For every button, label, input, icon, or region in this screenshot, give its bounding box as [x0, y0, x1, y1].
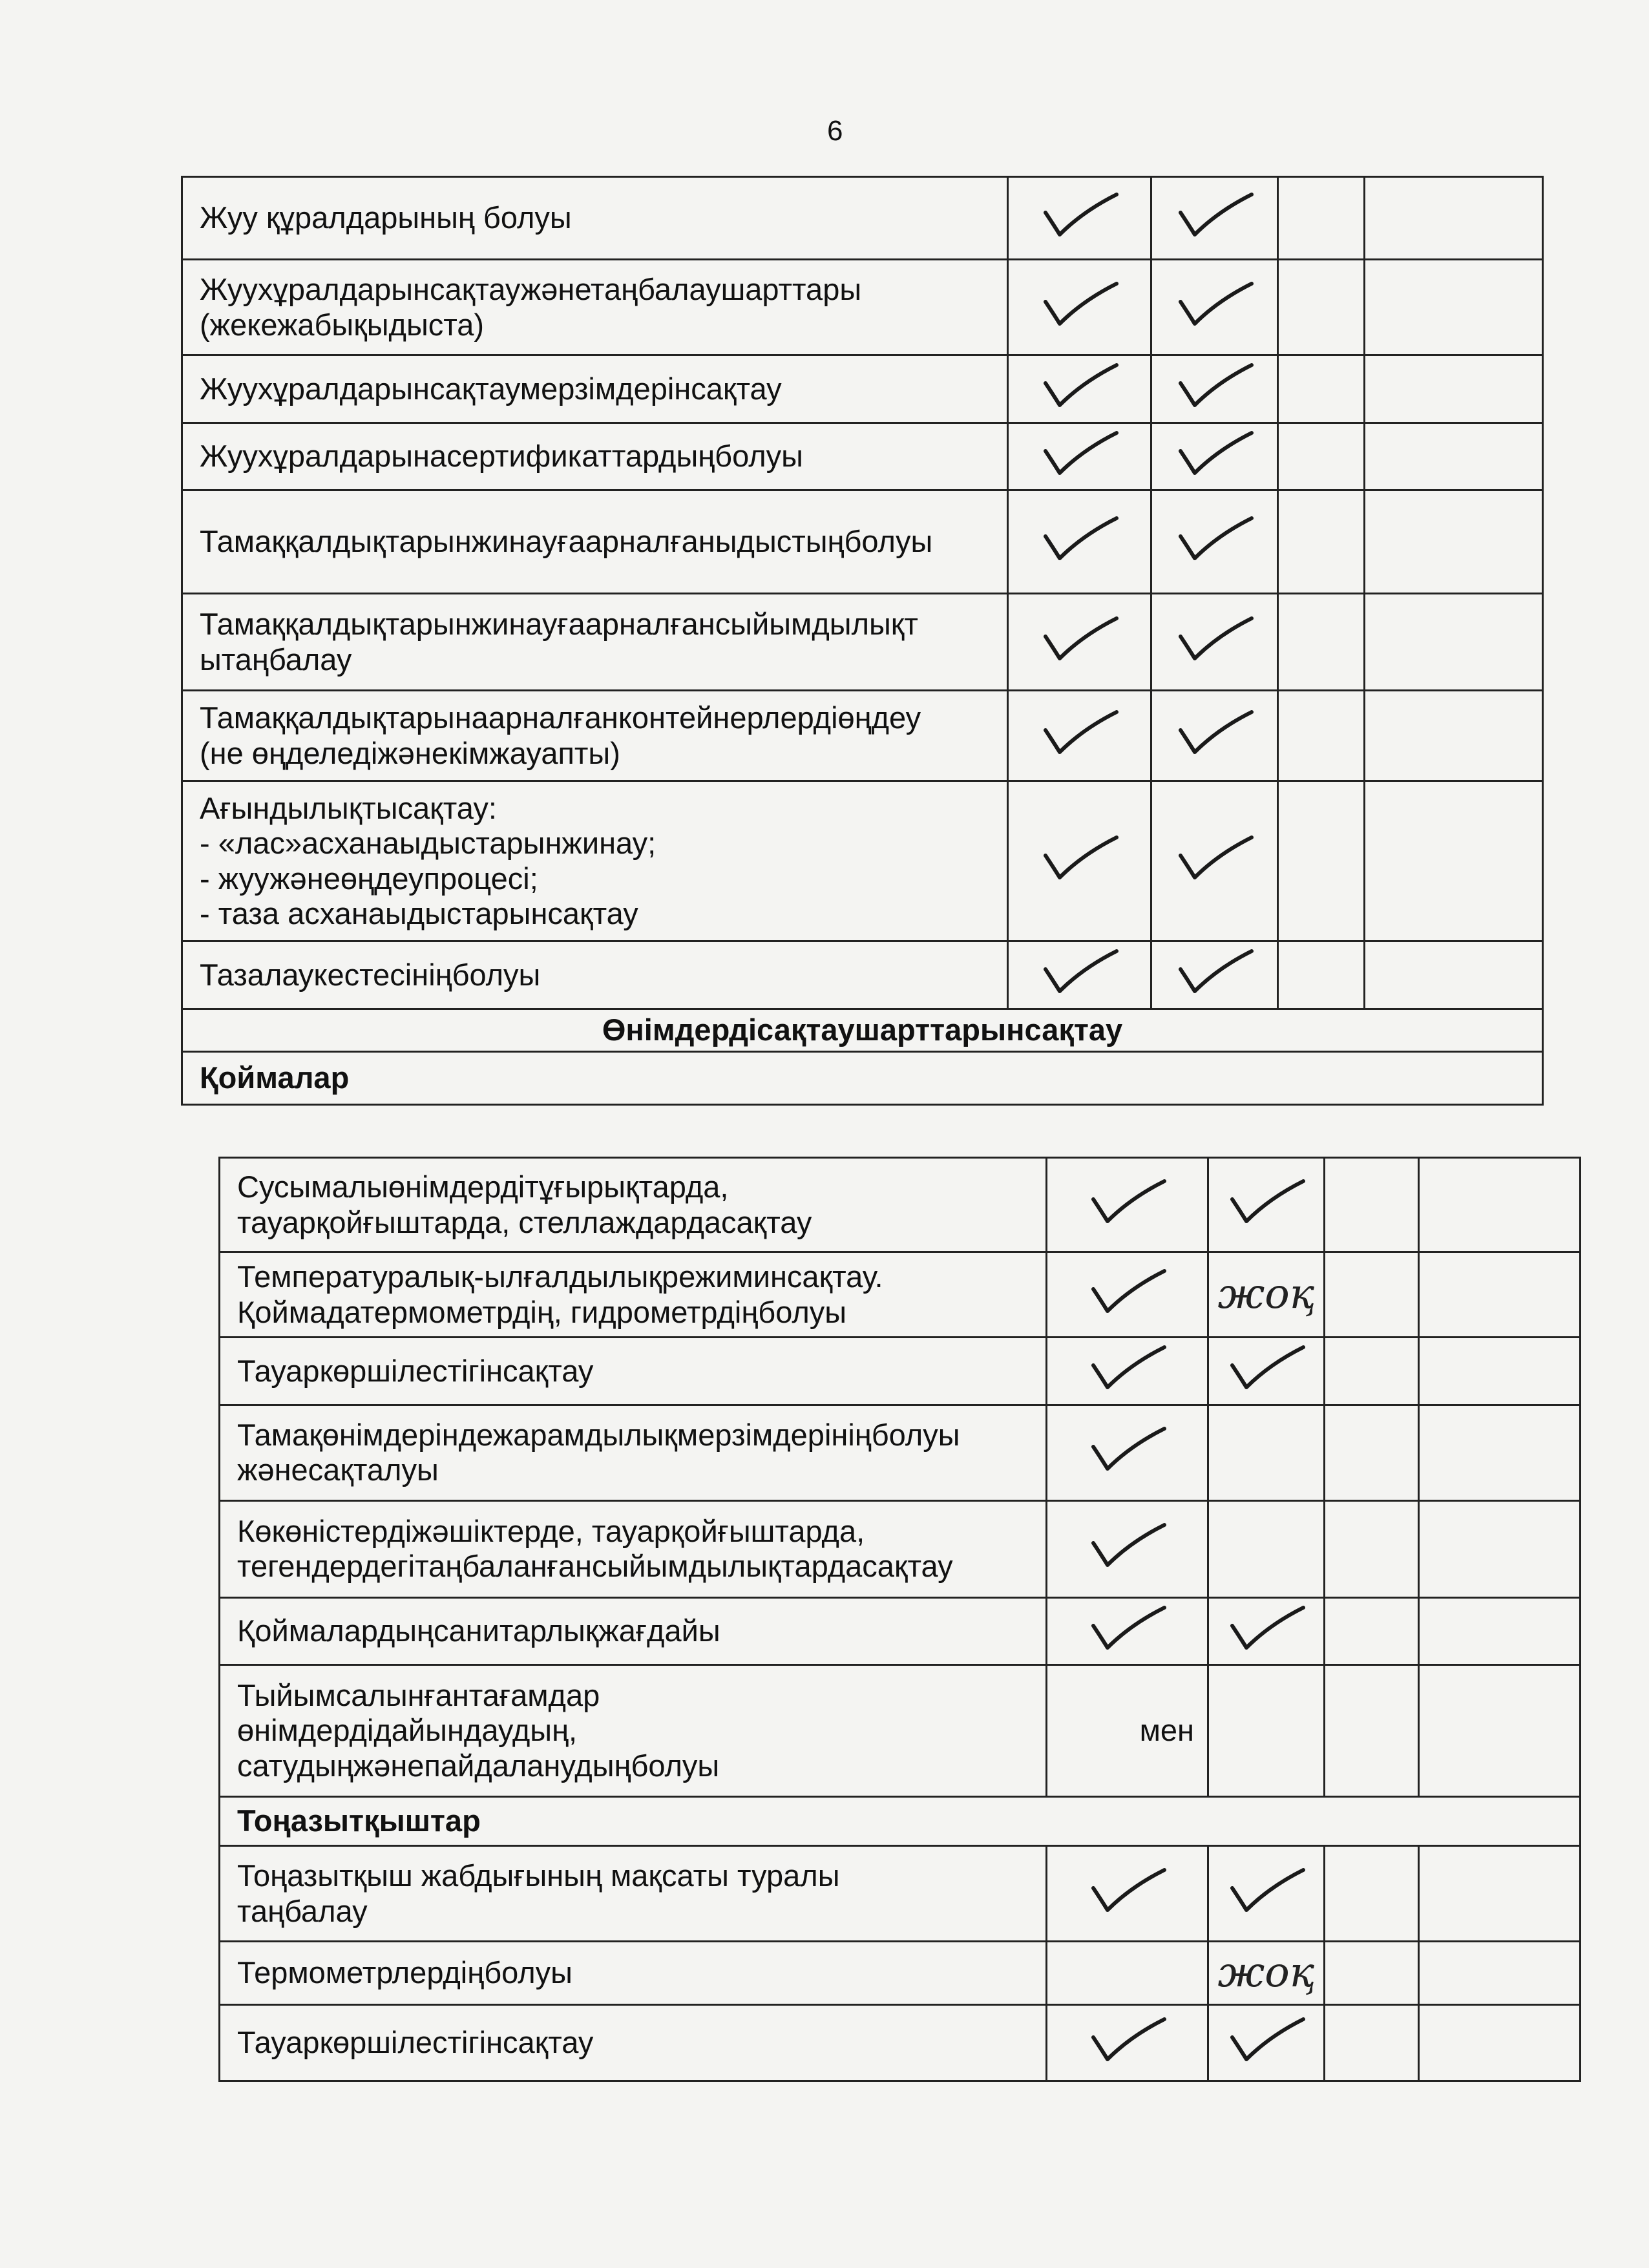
- empty-cell: [1278, 423, 1365, 490]
- checkmark-icon: [1079, 1420, 1176, 1478]
- criterion-line: Көкөністердіжәшіктерде, тауарқойғыштарда,: [237, 1513, 865, 1548]
- table-row: [220, 1846, 1581, 1942]
- criterion-label: [182, 594, 1008, 691]
- checkmark-icon: [1166, 275, 1263, 333]
- table-row: [220, 1252, 1581, 1338]
- check-cell: [1008, 260, 1151, 355]
- criterion-line: Тыйымсалынғантағамдар: [237, 1677, 600, 1712]
- checkmark-icon: [1031, 828, 1128, 887]
- check-cell: [1008, 355, 1151, 423]
- criterion-label: [182, 355, 1008, 423]
- subsection-title: Қоймалар: [182, 1051, 1543, 1104]
- check-cell: [1208, 1158, 1325, 1252]
- check-cell: [1008, 941, 1151, 1009]
- empty-cell: [1325, 2005, 1419, 2081]
- check-cell: [1208, 1597, 1325, 1665]
- criterion-label: [220, 1665, 1047, 1797]
- table-row: [182, 355, 1543, 423]
- table-row: [220, 1338, 1581, 1405]
- checkmark-icon: [1079, 1338, 1176, 1396]
- check-cell: [1008, 490, 1151, 594]
- table-row: [220, 2005, 1581, 2081]
- criterion-label: [220, 1597, 1047, 1665]
- table-row: [220, 1405, 1581, 1500]
- empty-cell: [1419, 1405, 1581, 1500]
- empty-cell: [1365, 490, 1543, 594]
- criterion-label: [220, 1942, 1047, 2005]
- criterion-label: [182, 941, 1008, 1009]
- check-cell: [1047, 1158, 1208, 1252]
- empty-cell: [1419, 1252, 1581, 1338]
- empty-cell: [1365, 594, 1543, 691]
- checkmark-icon: [1218, 1338, 1315, 1396]
- criterion-label: [220, 1252, 1047, 1338]
- check-cell: [1151, 594, 1278, 691]
- handwritten-note: жоқ: [1217, 1949, 1315, 1997]
- criterion-line: Сусымалыөнімдердітұғырықтарда,: [237, 1169, 729, 1204]
- checkmark-icon: [1031, 185, 1128, 244]
- checkmark-icon: [1031, 609, 1128, 667]
- page-number: 6: [827, 115, 843, 147]
- criterion-line: тегендердегітаңбаланғансыйымдылықтардасақтау: [237, 1549, 953, 1584]
- criterion-line: - таза асханаыдыстарынсақтау: [200, 896, 638, 931]
- table-row: [182, 941, 1543, 1009]
- empty-cell: [1365, 941, 1543, 1009]
- table-row: [182, 260, 1543, 355]
- empty-cell: [1365, 781, 1543, 941]
- empty-cell: [1208, 1665, 1325, 1797]
- check-cell: [1151, 490, 1278, 594]
- criterion-line: Тауаркөршілестігінсақтау: [237, 2025, 594, 2060]
- checkmark-icon: [1166, 828, 1263, 887]
- checkmark-icon: [1166, 942, 1263, 1000]
- checkmark-icon: [1218, 2010, 1315, 2068]
- check-cell: [1151, 691, 1278, 781]
- empty-cell: [1278, 691, 1365, 781]
- empty-cell: [1278, 941, 1365, 1009]
- section-title-row: [182, 1009, 1543, 1051]
- criterion-line: Жуухұралдарынсақтаумерзімдерінсақтау: [200, 371, 782, 406]
- criterion-label: [220, 1500, 1047, 1597]
- handwritten-cell: [1208, 1942, 1325, 2005]
- empty-cell: [1278, 260, 1365, 355]
- checkmark-icon: [1031, 942, 1128, 1000]
- subsection-title: Тоңазытқыштар: [220, 1797, 1581, 1846]
- check-cell: [1047, 1338, 1208, 1405]
- criterion-line: Қоймалардыңсанитарлықжағдайы: [237, 1613, 720, 1648]
- criterion-line: (не өңделедіжәнекімжауапты): [200, 735, 620, 770]
- table-row: [220, 1665, 1581, 1797]
- checkmark-icon: [1079, 1516, 1176, 1574]
- criterion-line: Тауаркөршілестігінсақтау: [237, 1353, 594, 1388]
- criterion-line: - жуужәнеөңдеупроцесі;: [200, 861, 538, 896]
- checkmark-icon: [1079, 1599, 1176, 1657]
- empty-cell: [1325, 1338, 1419, 1405]
- checkmark-icon: [1079, 1172, 1176, 1230]
- check-cell: [1047, 1597, 1208, 1665]
- checkmark-icon: [1079, 2010, 1176, 2068]
- empty-cell: [1325, 1405, 1419, 1500]
- empty-cell: [1365, 260, 1543, 355]
- criterion-line: Қоймадатермометрдің, гидрометрдіңболуы: [237, 1294, 847, 1329]
- criterion-label: [220, 1338, 1047, 1405]
- criterion-line: Тамаққалдықтарынжинауғаарналғаныдыстыңболуы: [200, 524, 933, 559]
- checkmark-icon: [1166, 356, 1263, 414]
- criterion-line: сатудыңжәнепайдаланудыңболуы: [237, 1748, 720, 1783]
- empty-cell: [1419, 1846, 1581, 1942]
- checkmark-icon: [1031, 424, 1128, 482]
- checkmark-icon: [1079, 1262, 1176, 1320]
- criterion-line: Тамақөнімдеріндежарамдылықмерзімдерініңболуы: [237, 1417, 960, 1452]
- empty-cell: [1419, 1158, 1581, 1252]
- table-row: [182, 594, 1543, 691]
- check-cell: [1047, 1252, 1208, 1338]
- check-cell: [1151, 260, 1278, 355]
- empty-cell: [1278, 781, 1365, 941]
- table-row: [220, 1500, 1581, 1597]
- checkmark-icon: [1166, 703, 1263, 761]
- check-cell: [1008, 423, 1151, 490]
- criterion-line: таңбалау: [237, 1893, 368, 1928]
- empty-cell: [1325, 1942, 1419, 2005]
- criterion-label: [182, 177, 1008, 260]
- check-cell: [1008, 781, 1151, 941]
- criterion-label: [182, 423, 1008, 490]
- criterion-line: - «лас»асханаыдыстарынжинау;: [200, 826, 656, 861]
- check-cell: [1151, 355, 1278, 423]
- check-cell: [1208, 1846, 1325, 1942]
- checkmark-icon: [1079, 1861, 1176, 1919]
- empty-cell: [1278, 490, 1365, 594]
- empty-cell: [1325, 1158, 1419, 1252]
- table-row: [182, 177, 1543, 260]
- checkmark-icon: [1031, 703, 1128, 761]
- criterion-label: [220, 1846, 1047, 1942]
- merged-cell: [1047, 1665, 1208, 1797]
- criterion-line: Ағындылықтысақтау:: [200, 790, 497, 825]
- table-row: [182, 781, 1543, 941]
- check-cell: [1047, 1500, 1208, 1597]
- criterion-line: Тамаққалдықтарынжинауғаарналғансыйымдылықт: [200, 607, 918, 642]
- handwritten-note: жоқ: [1217, 1270, 1315, 1319]
- empty-cell: [1047, 1942, 1208, 2005]
- checkmark-icon: [1218, 1599, 1315, 1657]
- criterion-line: Тазалаукестесініңболуы: [200, 957, 541, 992]
- table-row: [182, 423, 1543, 490]
- criterion-line: Жуухұралдарынсақтаужәнетаңбалаушарттары: [200, 271, 862, 306]
- criterion-label: [182, 781, 1008, 941]
- empty-cell: [1365, 691, 1543, 781]
- empty-cell: [1419, 1942, 1581, 2005]
- criterion-label: [220, 1405, 1047, 1500]
- empty-cell: [1365, 177, 1543, 260]
- criterion-extra-word: мен: [1139, 1713, 1194, 1748]
- empty-cell: [1278, 355, 1365, 423]
- criterion-line: Температуралық-ылғалдылықрежиминсақтау.: [237, 1259, 883, 1294]
- check-cell: [1151, 781, 1278, 941]
- empty-cell: [1419, 1500, 1581, 1597]
- check-cell: [1008, 594, 1151, 691]
- empty-cell: [1208, 1405, 1325, 1500]
- check-cell: [1208, 1338, 1325, 1405]
- criterion-label: [220, 2005, 1047, 2081]
- criterion-line: Жуухұралдарынасертификаттардыңболуы: [200, 439, 803, 474]
- checkmark-icon: [1166, 509, 1263, 567]
- empty-cell: [1419, 1597, 1581, 1665]
- checkmark-icon: [1166, 424, 1263, 482]
- table-row: [220, 1942, 1581, 2005]
- empty-cell: [1325, 1665, 1419, 1797]
- check-cell: [1047, 1846, 1208, 1942]
- criterion-label: [182, 260, 1008, 355]
- subsection-title-row: [220, 1797, 1581, 1846]
- check-cell: [1151, 941, 1278, 1009]
- criterion-line: Тоңазытқыш жабдығының мақсаты туралы: [237, 1858, 840, 1893]
- checkmark-icon: [1218, 1172, 1315, 1230]
- criterion-line: Тамаққалдықтарынаарналғанконтейнерлердіөңдеу: [200, 700, 921, 735]
- empty-cell: [1278, 594, 1365, 691]
- criterion-line: ытаңбалау: [200, 642, 352, 677]
- criterion-line: тауарқойғыштарда, стеллаждардасақтау: [237, 1204, 812, 1239]
- check-cell: [1208, 2005, 1325, 2081]
- empty-cell: [1325, 1597, 1419, 1665]
- checkmark-icon: [1166, 185, 1263, 244]
- handwritten-cell: [1208, 1252, 1325, 1338]
- criterion-label: [220, 1158, 1047, 1252]
- empty-cell: [1325, 1252, 1419, 1338]
- empty-cell: [1419, 1338, 1581, 1405]
- empty-cell: [1278, 177, 1365, 260]
- empty-cell: [1419, 1665, 1581, 1797]
- inspection-table-2: [218, 1157, 1581, 2082]
- criterion-label: [182, 490, 1008, 594]
- criterion-line: өнімдердідайындаудың,: [237, 1713, 578, 1748]
- checkmark-icon: [1218, 1861, 1315, 1919]
- criterion-line: (жекежабықыдыста): [200, 307, 485, 342]
- checkmark-icon: [1031, 275, 1128, 333]
- checkmark-icon: [1031, 509, 1128, 567]
- inspection-table-1: [181, 176, 1544, 1106]
- check-cell: [1008, 691, 1151, 781]
- table-row: [182, 691, 1543, 781]
- criterion-line: Жуу құралдарының болуы: [200, 200, 572, 235]
- check-cell: [1151, 177, 1278, 260]
- empty-cell: [1365, 355, 1543, 423]
- checkmark-icon: [1166, 609, 1263, 667]
- criterion-line: жәнесақталуы: [237, 1453, 439, 1487]
- check-cell: [1008, 177, 1151, 260]
- criterion-line: Термометрлердіңболуы: [237, 1955, 572, 1990]
- empty-cell: [1325, 1500, 1419, 1597]
- subsection-title-row: [182, 1051, 1543, 1104]
- table-row: [220, 1597, 1581, 1665]
- empty-cell: [1325, 1846, 1419, 1942]
- criterion-label: [182, 691, 1008, 781]
- check-cell: [1047, 2005, 1208, 2081]
- empty-cell: [1208, 1500, 1325, 1597]
- empty-cell: [1365, 423, 1543, 490]
- section-title: Өнімдердісақтаушарттарынсақтау: [182, 1009, 1543, 1051]
- checkmark-icon: [1031, 356, 1128, 414]
- table-row: [182, 490, 1543, 594]
- empty-cell: [1419, 2005, 1581, 2081]
- check-cell: [1047, 1405, 1208, 1500]
- check-cell: [1151, 423, 1278, 490]
- table-row: [220, 1158, 1581, 1252]
